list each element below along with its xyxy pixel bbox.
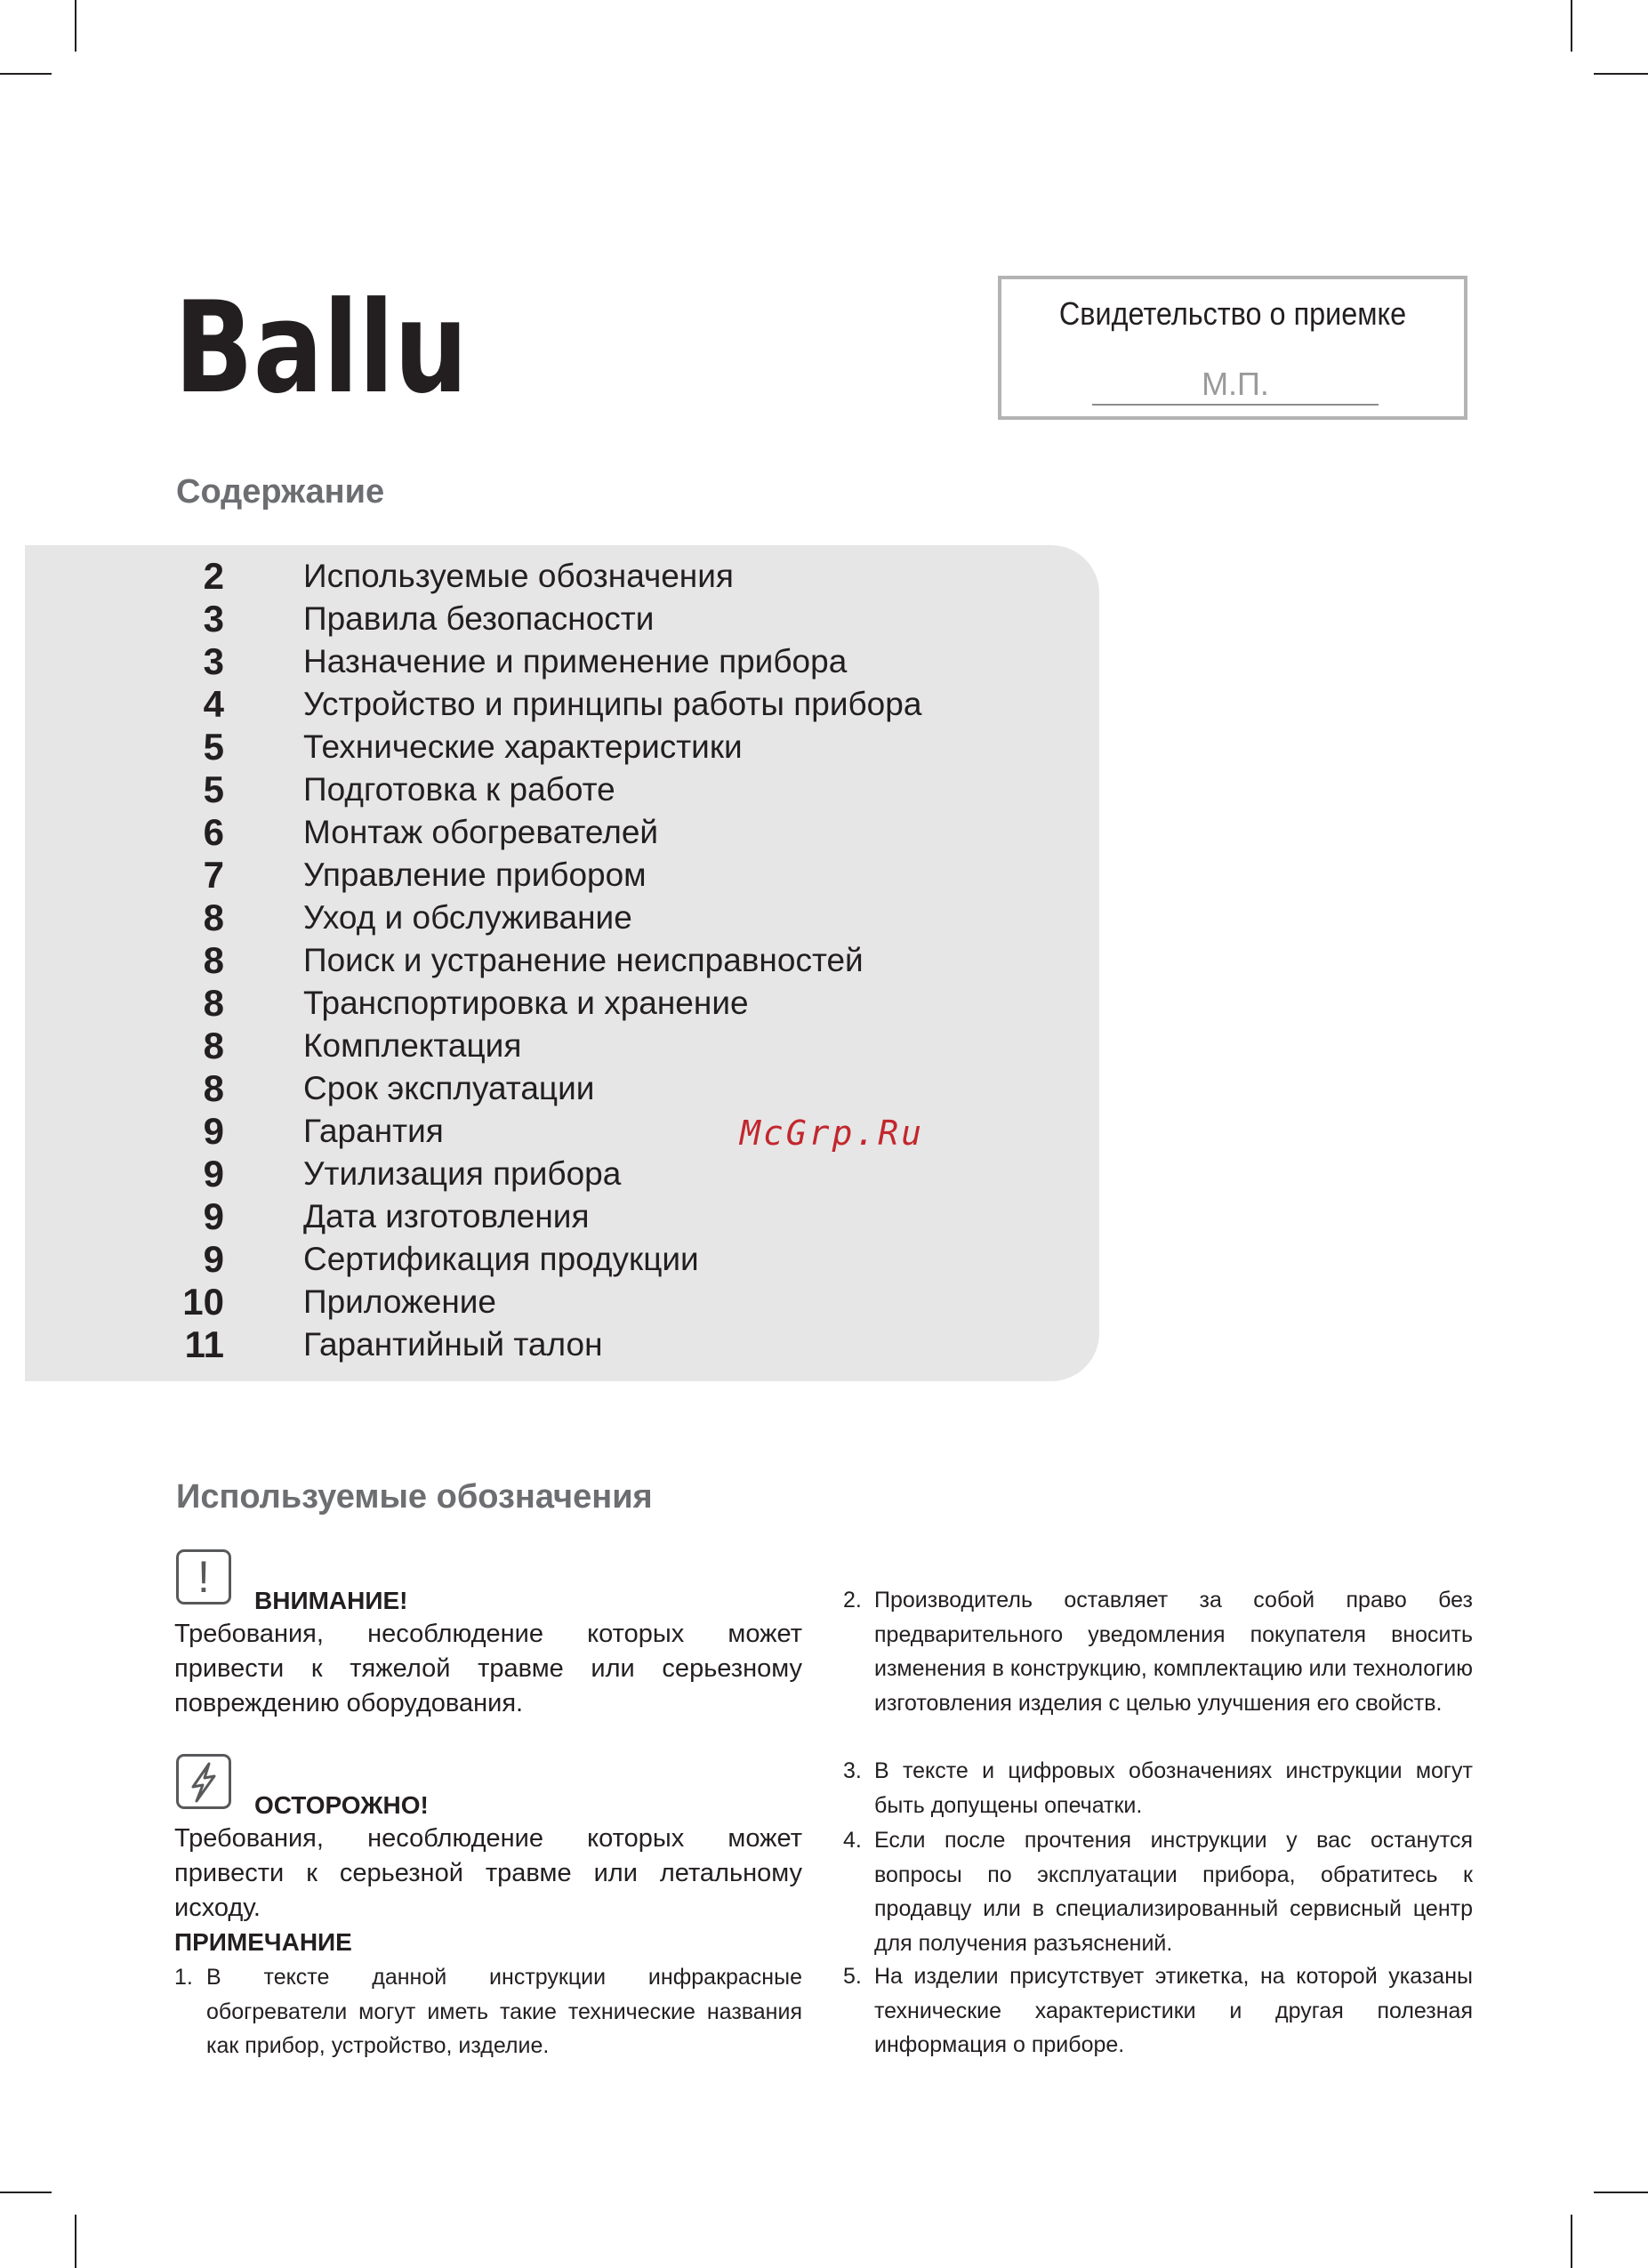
toc-page-number: 2: [203, 555, 224, 597]
toc-item-title: Поиск и устранение неисправностей: [303, 942, 864, 978]
toc-item-title: Гарантийный талон: [303, 1326, 603, 1363]
toc-page-number: 9: [203, 1238, 224, 1280]
warning-label: ВНИМАНИЕ!: [254, 1587, 408, 1614]
toc-page-number: 9: [203, 1153, 224, 1194]
note-title: ПРИМЕЧАНИЕ: [174, 1928, 352, 1956]
crop-mark: [75, 0, 76, 52]
toc-item-title: Назначение и применение прибора: [303, 643, 848, 680]
note-number: 5.: [843, 1964, 862, 1989]
toc-item-title: Устройство и принципы работы прибора: [303, 686, 922, 722]
svg-text:Ballu: Ballu: [174, 275, 468, 422]
toc-page-number: 7: [203, 854, 224, 896]
toc-page-number: 6: [203, 811, 224, 853]
note-text: В тексте и цифровых обозначениях инструкции могут быть допущены опечатки.: [874, 1758, 1473, 1818]
watermark: McGrp.Ru: [740, 1114, 925, 1153]
warning-text: Требования, несоблюдение которых может привести к тяжелой травме или серьезному повреждению оборудования.: [174, 1620, 802, 1717]
stamp-placeholder: М.П.: [1092, 366, 1379, 406]
toc-item-title: Используемые обозначения: [303, 558, 734, 594]
note-text: На изделии присутствует этикетка, на которой указаны технические характеристики и другая полезная информация о приборе.: [874, 1964, 1473, 2057]
toc-page-number: 3: [203, 598, 224, 639]
note-number: 2.: [843, 1588, 862, 1613]
toc-item-title: Комплектация: [303, 1027, 522, 1064]
crop-mark: [1571, 0, 1572, 52]
toc-item-title: Срок эксплуатации: [303, 1070, 595, 1106]
symbols-heading: Используемые обозначения: [176, 1478, 653, 1516]
crop-mark: [1594, 2192, 1648, 2193]
toc-item-title: Сертификация продукции: [303, 1241, 699, 1277]
note-number: 4.: [843, 1828, 862, 1853]
toc-page-number: 4: [203, 683, 224, 725]
toc-item-title: Управление прибором: [303, 857, 647, 893]
toc-item-title: Уход и обслуживание: [303, 899, 632, 936]
note-number: 1.: [174, 1965, 193, 1990]
note-text: Если после прочтения инструкции у вас останутся вопросы по эксплуатации прибора, обратитесь к продавцу или в специализированный сервисный центр для получения разъяснений.: [874, 1828, 1473, 1956]
toc-item-title: Технические характеристики: [303, 728, 743, 765]
toc-page-number: 8: [203, 1025, 224, 1066]
caution-text: Требования, несоблюдение которых может привести к серьезной травме или летальному исходу.: [174, 1824, 802, 1922]
toc-page-number: 8: [203, 1067, 224, 1109]
toc-page-number: 5: [203, 726, 224, 768]
toc-item-title: Приложение: [303, 1283, 497, 1320]
crop-mark: [0, 73, 52, 75]
caution-label: ОСТОРОЖНО!: [254, 1791, 429, 1819]
toc-item-title: Утилизация прибора: [303, 1155, 622, 1192]
toc-page-number: 9: [203, 1195, 224, 1237]
toc-page-number: 11: [184, 1323, 224, 1365]
note-number: 3.: [843, 1758, 862, 1783]
toc-heading: Содержание: [176, 473, 385, 511]
warning-icon: !: [176, 1549, 231, 1604]
toc-page-number: 9: [203, 1110, 224, 1152]
toc-item-title: Подготовка к работе: [303, 771, 615, 808]
toc-page-number: 3: [203, 640, 224, 682]
crop-mark: [1571, 2215, 1572, 2268]
toc-item-title: Гарантия: [303, 1113, 444, 1149]
note-text: В тексте данной инструкции инфракрасные обогреватели могут иметь такие технические названия как прибор, устройство, изделие.: [206, 1965, 802, 2058]
acceptance-certificate-box: [998, 276, 1467, 420]
toc-page-number: 5: [203, 768, 224, 810]
toc-page-number: 8: [203, 982, 224, 1024]
crop-mark: [75, 2215, 76, 2268]
ballu-logo: [174, 267, 477, 422]
toc-item-title: Транспортировка и хранение: [303, 985, 749, 1021]
lightning-icon: [176, 1754, 231, 1809]
toc-page-number: 8: [203, 939, 224, 981]
toc-item-title: Монтаж обогревателей: [303, 814, 659, 850]
toc-item-title: Дата изготовления: [303, 1198, 590, 1235]
crop-mark: [0, 2192, 52, 2193]
toc-item-title: Правила безопасности: [303, 600, 655, 637]
toc-page-number: 8: [203, 897, 224, 938]
note-text: Производитель оставляет за собой право без предварительного уведомления покупателя вносить изменения в конструкцию, комплектацию или технологию изготовления изделия с целью улучшения его свойств.: [874, 1588, 1473, 1716]
toc-page-number: 10: [182, 1281, 224, 1323]
certificate-title: Свидетельство о приемке: [1058, 295, 1407, 332]
crop-mark: [1594, 73, 1648, 75]
